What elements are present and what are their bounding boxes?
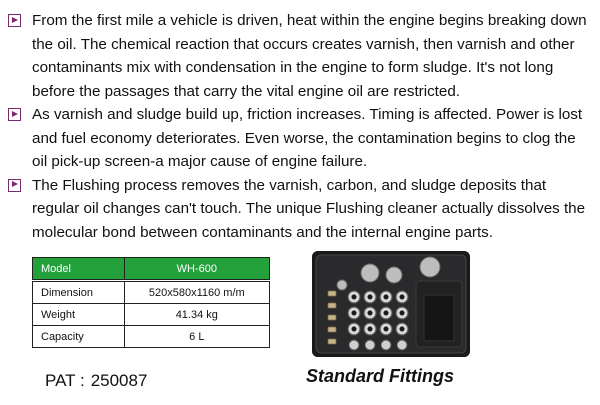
fittings-case-image xyxy=(312,251,470,357)
table-row xyxy=(33,282,270,304)
bullet-item xyxy=(8,174,592,245)
spec-header-label: Model xyxy=(33,258,125,280)
bullet-text: The Flushing process removes the varnish, carbon, and sludge deposits that regular oil changes can't touch. The unique Flushing cleaner actually dissolves the molecular bond between contaminants and the internal engine parts. xyxy=(32,176,586,241)
patent-number xyxy=(45,371,147,391)
bullet-item xyxy=(8,103,592,174)
spec-label: Dimension xyxy=(33,282,125,304)
spec-value: 41.34 kg xyxy=(124,304,269,326)
spec-label: Weight xyxy=(33,304,125,326)
play-bullet-icon xyxy=(8,108,21,121)
photo-caption: Standard Fittings xyxy=(306,366,454,386)
table-row xyxy=(33,326,270,348)
fittings-case-photo xyxy=(312,251,470,357)
patent-label: PAT : xyxy=(45,371,85,390)
play-bullet-icon xyxy=(8,14,21,27)
bullet-text: From the first mile a vehicle is driven, heat within the engine begins breaking down the oil. The chemical reaction that occurs creates varnish, then varnish and other contaminants mix with condensation in the engine to form sludge. It's not long before the passages that carry the vital engine oil are restricted. xyxy=(32,12,587,100)
play-bullet-icon xyxy=(8,179,21,192)
spec-header-model: WH-600 xyxy=(124,258,269,280)
bullet-item xyxy=(8,9,592,103)
bullet-text: As varnish and sludge build up, friction increases. Timing is affected. Power is lost and fuel economy deteriorates. Even worse, the contamination begins to clog the oil pick-up screen-a major cause of engine failure. xyxy=(32,106,583,170)
patent-value: 250087 xyxy=(90,371,148,390)
spec-value: 6 L xyxy=(124,326,269,348)
spec-header-row xyxy=(33,258,270,280)
description-list xyxy=(8,9,592,244)
spec-value: 520x580x1160 m/m xyxy=(124,282,269,304)
spec-table xyxy=(32,257,270,348)
spec-label: Capacity xyxy=(33,326,125,348)
table-row xyxy=(33,304,270,326)
